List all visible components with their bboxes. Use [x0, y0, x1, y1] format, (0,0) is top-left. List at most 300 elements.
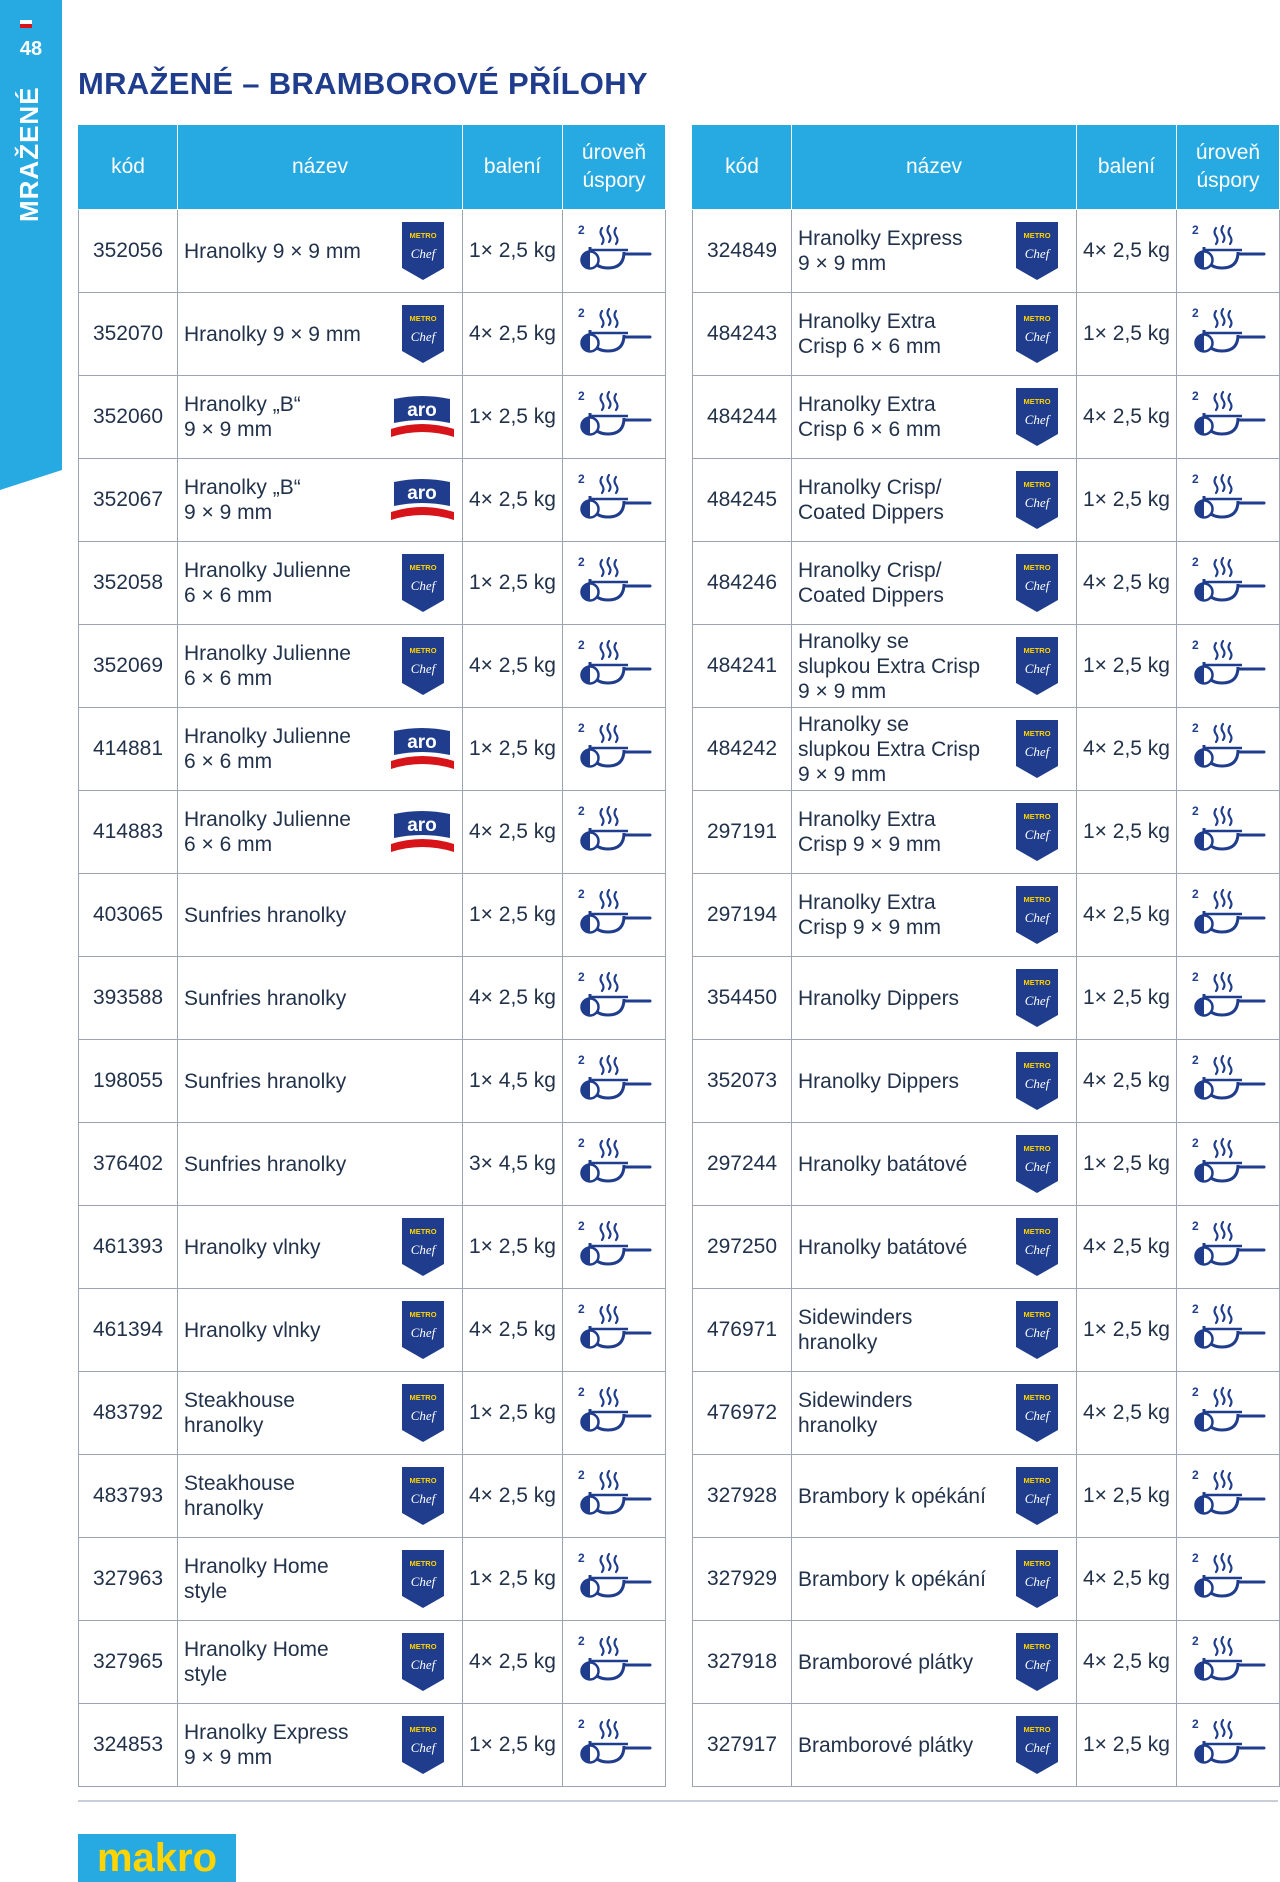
product-name-cell [792, 791, 1077, 874]
product-code: 483793 [79, 1455, 178, 1538]
flag-icon [20, 20, 32, 28]
svg-text:Chef: Chef [410, 1491, 436, 1506]
svg-text:METRO: METRO [409, 1227, 437, 1236]
package-size: 1× 2,5 kg [1077, 791, 1177, 874]
svg-text:Chef: Chef [1024, 993, 1050, 1008]
svg-text:METRO: METRO [1023, 895, 1051, 904]
product-name: Sunfries hranolky [184, 903, 347, 927]
package-size: 4× 2,5 kg [1077, 376, 1177, 459]
table-row [79, 542, 666, 625]
table-row [693, 1289, 1280, 1372]
product-name-cell [178, 1206, 463, 1289]
product-name-cell [792, 459, 1077, 542]
table-row [693, 376, 1280, 459]
product-code: 297244 [693, 1123, 792, 1206]
frying-pan-steam-icon [574, 1382, 654, 1438]
product-table-right [692, 124, 1280, 1787]
page-number: 48 [19, 38, 43, 60]
frying-pan-steam-icon [1188, 469, 1268, 525]
product-name: Hranolky vlnky [184, 1318, 321, 1342]
product-code: 324849 [693, 210, 792, 293]
product-code: 403065 [79, 874, 178, 957]
frying-pan-steam-icon [1188, 718, 1268, 774]
product-code: 327963 [79, 1538, 178, 1621]
svg-text:METRO: METRO [1023, 1476, 1051, 1485]
frying-pan-steam-icon [1188, 967, 1268, 1023]
table-row [79, 1621, 666, 1704]
svg-text:Chef: Chef [1024, 661, 1050, 676]
product-name-cell [792, 1455, 1077, 1538]
product-name-cell [178, 1372, 463, 1455]
package-size: 4× 2,5 kg [1077, 1538, 1177, 1621]
svg-text:2: 2 [578, 306, 585, 320]
svg-text:2: 2 [578, 804, 585, 818]
product-code: 352060 [79, 376, 178, 459]
product-name-cell [792, 293, 1077, 376]
product-code: 484243 [693, 293, 792, 376]
table-body-right [693, 210, 1280, 1787]
package-size: 4× 2,5 kg [1077, 542, 1177, 625]
bottom-divider [78, 1800, 1278, 1802]
product-name-cell [792, 1538, 1077, 1621]
metro-chef-logo [1016, 803, 1058, 861]
metro-chef-logo [1016, 222, 1058, 280]
product-name: Hranolky se slupkou Extra Crisp 9 × 9 mm [798, 712, 981, 786]
product-name: Sidewinders hranolky [798, 1306, 913, 1354]
product-name: Hranolky Julienne 6 × 6 mm [184, 642, 351, 690]
metro-chef-logo [1016, 1301, 1058, 1359]
metro-chef-logo [402, 1633, 444, 1691]
frying-pan-steam-icon [574, 1631, 654, 1687]
product-name-cell [792, 625, 1077, 708]
package-size: 1× 2,5 kg [463, 1372, 563, 1455]
product-name: Hranolky batátové [798, 1152, 968, 1176]
product-code: 476971 [693, 1289, 792, 1372]
frying-pan-steam-icon [1188, 1548, 1268, 1604]
svg-text:2: 2 [1192, 306, 1199, 320]
metro-chef-logo [1016, 720, 1058, 778]
svg-text:2: 2 [578, 555, 585, 569]
product-code: 327928 [693, 1455, 792, 1538]
product-code: 376402 [79, 1123, 178, 1206]
product-name-cell [792, 1372, 1077, 1455]
table-row [693, 625, 1280, 708]
table-row [693, 1206, 1280, 1289]
metro-chef-logo [1016, 1135, 1058, 1193]
svg-text:METRO: METRO [1023, 480, 1051, 489]
savings-level [1177, 1289, 1280, 1372]
savings-level [1177, 1123, 1280, 1206]
product-name: Sidewinders hranolky [798, 1389, 913, 1437]
savings-level [563, 1040, 666, 1123]
header-level [563, 125, 666, 210]
savings-level [1177, 791, 1280, 874]
table-row [693, 293, 1280, 376]
table-row [693, 957, 1280, 1040]
svg-text:Chef: Chef [410, 1740, 436, 1755]
savings-level [563, 459, 666, 542]
product-name-cell [178, 542, 463, 625]
package-size: 1× 2,5 kg [463, 1206, 563, 1289]
metro-chef-logo [1016, 1716, 1058, 1774]
frying-pan-steam-icon [574, 1050, 654, 1106]
savings-level [1177, 376, 1280, 459]
product-name-cell [792, 957, 1077, 1040]
frying-pan-steam-icon [1188, 1133, 1268, 1189]
svg-text:Chef: Chef [1024, 1574, 1050, 1589]
product-name: Brambory k opékání [798, 1484, 986, 1508]
package-size: 1× 2,5 kg [1077, 293, 1177, 376]
svg-text:METRO: METRO [1023, 397, 1051, 406]
frying-pan-steam-icon [1188, 1465, 1268, 1521]
package-size: 4× 2,5 kg [463, 957, 563, 1040]
package-size: 1× 2,5 kg [1077, 1123, 1177, 1206]
svg-text:METRO: METRO [1023, 978, 1051, 987]
frying-pan-steam-icon [574, 1548, 654, 1604]
product-name: Hranolky 9 × 9 mm [184, 322, 361, 346]
product-name: Hranolky Home style [184, 1638, 329, 1686]
product-name: Bramborové plátky [798, 1733, 974, 1757]
product-name-cell [792, 1704, 1077, 1787]
savings-level [563, 1372, 666, 1455]
savings-level [1177, 1538, 1280, 1621]
product-code: 483792 [79, 1372, 178, 1455]
savings-level [1177, 542, 1280, 625]
table-row [79, 1123, 666, 1206]
svg-text:METRO: METRO [1023, 563, 1051, 572]
svg-text:Chef: Chef [1024, 827, 1050, 842]
product-name: Sunfries hranolky [184, 1152, 347, 1176]
product-code: 198055 [79, 1040, 178, 1123]
product-name: Hranolky Express 9 × 9 mm [184, 1721, 349, 1769]
svg-text:METRO: METRO [1023, 314, 1051, 323]
metro-chef-logo [1016, 554, 1058, 612]
metro-chef-logo [402, 222, 444, 280]
savings-level [563, 625, 666, 708]
metro-chef-logo [402, 1384, 444, 1442]
svg-text:2: 2 [578, 887, 585, 901]
savings-level [563, 293, 666, 376]
table-row [693, 459, 1280, 542]
package-size: 4× 2,5 kg [1077, 210, 1177, 293]
package-size: 4× 2,5 kg [463, 791, 563, 874]
package-size: 1× 2,5 kg [1077, 625, 1177, 708]
svg-text:2: 2 [1192, 1468, 1199, 1482]
package-size: 4× 2,5 kg [463, 1289, 563, 1372]
svg-text:aro: aro [407, 815, 437, 836]
product-name-cell [178, 1704, 463, 1787]
frying-pan-steam-icon [574, 1299, 654, 1355]
savings-level [1177, 1704, 1280, 1787]
metro-chef-logo [402, 554, 444, 612]
svg-text:2: 2 [1192, 804, 1199, 818]
product-name-cell [792, 1206, 1077, 1289]
svg-text:2: 2 [1192, 1717, 1199, 1731]
aro-logo [388, 393, 456, 441]
header-level [1177, 125, 1280, 210]
package-size: 4× 2,5 kg [463, 1455, 563, 1538]
product-name-cell [792, 1123, 1077, 1206]
package-size: 4× 2,5 kg [463, 625, 563, 708]
table-row [693, 1621, 1280, 1704]
frying-pan-steam-icon [574, 1133, 654, 1189]
product-name-cell [792, 1289, 1077, 1372]
package-size: 4× 2,5 kg [1077, 708, 1177, 791]
product-name-cell [178, 459, 463, 542]
product-code: 327917 [693, 1704, 792, 1787]
table-row [79, 210, 666, 293]
savings-level [1177, 1372, 1280, 1455]
svg-text:Chef: Chef [1024, 412, 1050, 427]
table-row [79, 957, 666, 1040]
package-size: 1× 2,5 kg [1077, 1704, 1177, 1787]
package-size: 3× 4,5 kg [463, 1123, 563, 1206]
table-row [693, 1123, 1280, 1206]
savings-level [1177, 625, 1280, 708]
svg-text:Chef: Chef [410, 1657, 436, 1672]
header-pack: balení [1077, 125, 1177, 210]
table-header-row [79, 125, 666, 210]
svg-text:Chef: Chef [1024, 1159, 1050, 1174]
savings-level [563, 1123, 666, 1206]
product-code: 461393 [79, 1206, 178, 1289]
savings-level [563, 210, 666, 293]
frying-pan-steam-icon [1188, 1631, 1268, 1687]
frying-pan-steam-icon [1188, 1382, 1268, 1438]
page-title: MRAŽENÉ – BRAMBOROVÉ PŘÍLOHY [78, 66, 648, 101]
svg-text:2: 2 [578, 1136, 585, 1150]
product-code: 352067 [79, 459, 178, 542]
frying-pan-steam-icon [1188, 801, 1268, 857]
savings-level [1177, 293, 1280, 376]
svg-text:METRO: METRO [409, 1310, 437, 1319]
table-row [693, 542, 1280, 625]
header-pack: balení [463, 125, 563, 210]
svg-text:2: 2 [1192, 389, 1199, 403]
package-size: 1× 2,5 kg [1077, 1289, 1177, 1372]
product-name-cell [178, 293, 463, 376]
svg-text:2: 2 [578, 1385, 585, 1399]
aro-logo [388, 725, 456, 773]
svg-text:Chef: Chef [1024, 246, 1050, 261]
metro-chef-logo [402, 1218, 444, 1276]
product-code: 484241 [693, 625, 792, 708]
savings-level [1177, 957, 1280, 1040]
product-name: Steakhouse hranolky [184, 1472, 295, 1520]
package-size: 4× 2,5 kg [463, 293, 563, 376]
product-name: Hranolky Dippers [798, 1069, 960, 1093]
table-row [79, 1704, 666, 1787]
svg-text:Chef: Chef [410, 1574, 436, 1589]
metro-chef-logo [402, 1550, 444, 1608]
product-name-cell [178, 1621, 463, 1704]
svg-text:METRO: METRO [409, 231, 437, 240]
product-table-left [78, 124, 666, 1787]
product-code: 414883 [79, 791, 178, 874]
product-name: Hranolky Dippers [798, 986, 960, 1010]
product-name-cell [178, 1123, 463, 1206]
savings-level [563, 1621, 666, 1704]
savings-level [1177, 708, 1280, 791]
product-name: Hranolky se slupkou Extra Crisp 9 × 9 mm [798, 629, 981, 703]
savings-level [1177, 1621, 1280, 1704]
svg-text:METRO: METRO [409, 1476, 437, 1485]
package-size: 1× 2,5 kg [1077, 459, 1177, 542]
product-code: 461394 [79, 1289, 178, 1372]
product-name-cell [792, 1040, 1077, 1123]
product-name-cell [792, 210, 1077, 293]
svg-text:METRO: METRO [1023, 1559, 1051, 1568]
product-code: 352058 [79, 542, 178, 625]
table-row [79, 791, 666, 874]
frying-pan-steam-icon [1188, 303, 1268, 359]
svg-text:2: 2 [578, 472, 585, 486]
savings-level [1177, 1206, 1280, 1289]
product-name: Hranolky „B“ 9 × 9 mm [184, 476, 301, 524]
metro-chef-logo [1016, 1218, 1058, 1276]
svg-text:METRO: METRO [1023, 646, 1051, 655]
svg-text:Chef: Chef [1024, 1491, 1050, 1506]
frying-pan-steam-icon [1188, 1299, 1268, 1355]
savings-level [563, 1289, 666, 1372]
header-name: název [792, 125, 1077, 210]
product-name-cell [178, 1455, 463, 1538]
product-code: 297194 [693, 874, 792, 957]
savings-level [1177, 874, 1280, 957]
svg-text:METRO: METRO [409, 646, 437, 655]
table-row [79, 708, 666, 791]
package-size: 1× 2,5 kg [463, 1538, 563, 1621]
metro-chef-logo [402, 1301, 444, 1359]
metro-chef-logo [1016, 1384, 1058, 1442]
svg-text:METRO: METRO [1023, 1061, 1051, 1070]
product-code: 352069 [79, 625, 178, 708]
savings-level [563, 1455, 666, 1538]
product-name: Hranolky Extra Crisp 9 × 9 mm [798, 808, 941, 856]
frying-pan-steam-icon [1188, 1216, 1268, 1272]
metro-chef-logo [1016, 1550, 1058, 1608]
header-name: název [178, 125, 463, 210]
frying-pan-steam-icon [574, 967, 654, 1023]
product-name: Hranolky Crisp/ Coated Dippers [798, 476, 944, 524]
svg-text:METRO: METRO [409, 1559, 437, 1568]
metro-chef-logo [1016, 1633, 1058, 1691]
table-row [79, 293, 666, 376]
product-name-cell [178, 376, 463, 459]
product-name-cell [178, 874, 463, 957]
product-name: Bramborové plátky [798, 1650, 974, 1674]
product-code: 352073 [693, 1040, 792, 1123]
svg-text:2: 2 [1192, 1634, 1199, 1648]
product-name-cell [178, 791, 463, 874]
frying-pan-steam-icon [574, 469, 654, 525]
product-name-cell [792, 376, 1077, 459]
svg-text:2: 2 [578, 1634, 585, 1648]
table-row [79, 1206, 666, 1289]
svg-text:2: 2 [578, 1551, 585, 1565]
product-name: Hranolky Extra Crisp 6 × 6 mm [798, 310, 941, 358]
svg-text:METRO: METRO [1023, 1310, 1051, 1319]
table-row [693, 210, 1280, 293]
package-size: 4× 2,5 kg [1077, 1206, 1177, 1289]
svg-text:2: 2 [1192, 721, 1199, 735]
svg-text:Chef: Chef [410, 578, 436, 593]
frying-pan-steam-icon [574, 303, 654, 359]
package-size: 1× 2,5 kg [1077, 1455, 1177, 1538]
package-size: 1× 4,5 kg [463, 1040, 563, 1123]
table-row [693, 874, 1280, 957]
header-level-line1: úroveň [581, 141, 647, 164]
table-row [79, 1040, 666, 1123]
product-code: 484244 [693, 376, 792, 459]
product-name: Hranolky Julienne 6 × 6 mm [184, 808, 351, 856]
package-size: 1× 2,5 kg [463, 708, 563, 791]
product-name-cell [178, 708, 463, 791]
svg-text:2: 2 [1192, 638, 1199, 652]
product-name: Hranolky 9 × 9 mm [184, 239, 361, 263]
table-row [693, 1538, 1280, 1621]
product-name-cell [792, 1621, 1077, 1704]
svg-text:Chef: Chef [410, 661, 436, 676]
metro-chef-logo [402, 1716, 444, 1774]
table-body-left [79, 210, 666, 1787]
package-size: 4× 2,5 kg [1077, 1372, 1177, 1455]
side-tab [0, 0, 62, 490]
product-name-cell [178, 210, 463, 293]
svg-text:Chef: Chef [1024, 1657, 1050, 1672]
svg-text:Chef: Chef [410, 1408, 436, 1423]
svg-text:aro: aro [407, 400, 437, 421]
savings-level [1177, 1455, 1280, 1538]
svg-text:Chef: Chef [1024, 910, 1050, 925]
product-name: Hranolky Julienne 6 × 6 mm [184, 725, 351, 773]
svg-text:METRO: METRO [1023, 812, 1051, 821]
table-row [79, 459, 666, 542]
package-size: 1× 2,5 kg [1077, 957, 1177, 1040]
header-code: kód [693, 125, 792, 210]
package-size: 1× 2,5 kg [463, 1704, 563, 1787]
frying-pan-steam-icon [1188, 635, 1268, 691]
product-code: 484245 [693, 459, 792, 542]
metro-chef-logo [1016, 305, 1058, 363]
frying-pan-steam-icon [574, 1465, 654, 1521]
header-code: kód [79, 125, 178, 210]
product-name: Brambory k opékání [798, 1567, 986, 1591]
product-name-cell [178, 1289, 463, 1372]
savings-level [563, 1704, 666, 1787]
svg-text:aro: aro [407, 483, 437, 504]
frying-pan-steam-icon [574, 552, 654, 608]
table-row [693, 1372, 1280, 1455]
product-code: 484246 [693, 542, 792, 625]
package-size: 1× 2,5 kg [463, 376, 563, 459]
aro-logo [388, 808, 456, 856]
svg-text:Chef: Chef [410, 246, 436, 261]
package-size: 4× 2,5 kg [1077, 1040, 1177, 1123]
package-size: 4× 2,5 kg [463, 1621, 563, 1704]
savings-level [563, 376, 666, 459]
product-name-cell [792, 542, 1077, 625]
svg-text:METRO: METRO [1023, 1227, 1051, 1236]
svg-text:METRO: METRO [1023, 1393, 1051, 1402]
svg-text:2: 2 [578, 1302, 585, 1316]
package-size: 1× 2,5 kg [463, 874, 563, 957]
svg-text:2: 2 [578, 638, 585, 652]
metro-chef-logo [402, 1467, 444, 1525]
svg-text:2: 2 [578, 1219, 585, 1233]
savings-level [563, 791, 666, 874]
metro-chef-logo [1016, 1052, 1058, 1110]
